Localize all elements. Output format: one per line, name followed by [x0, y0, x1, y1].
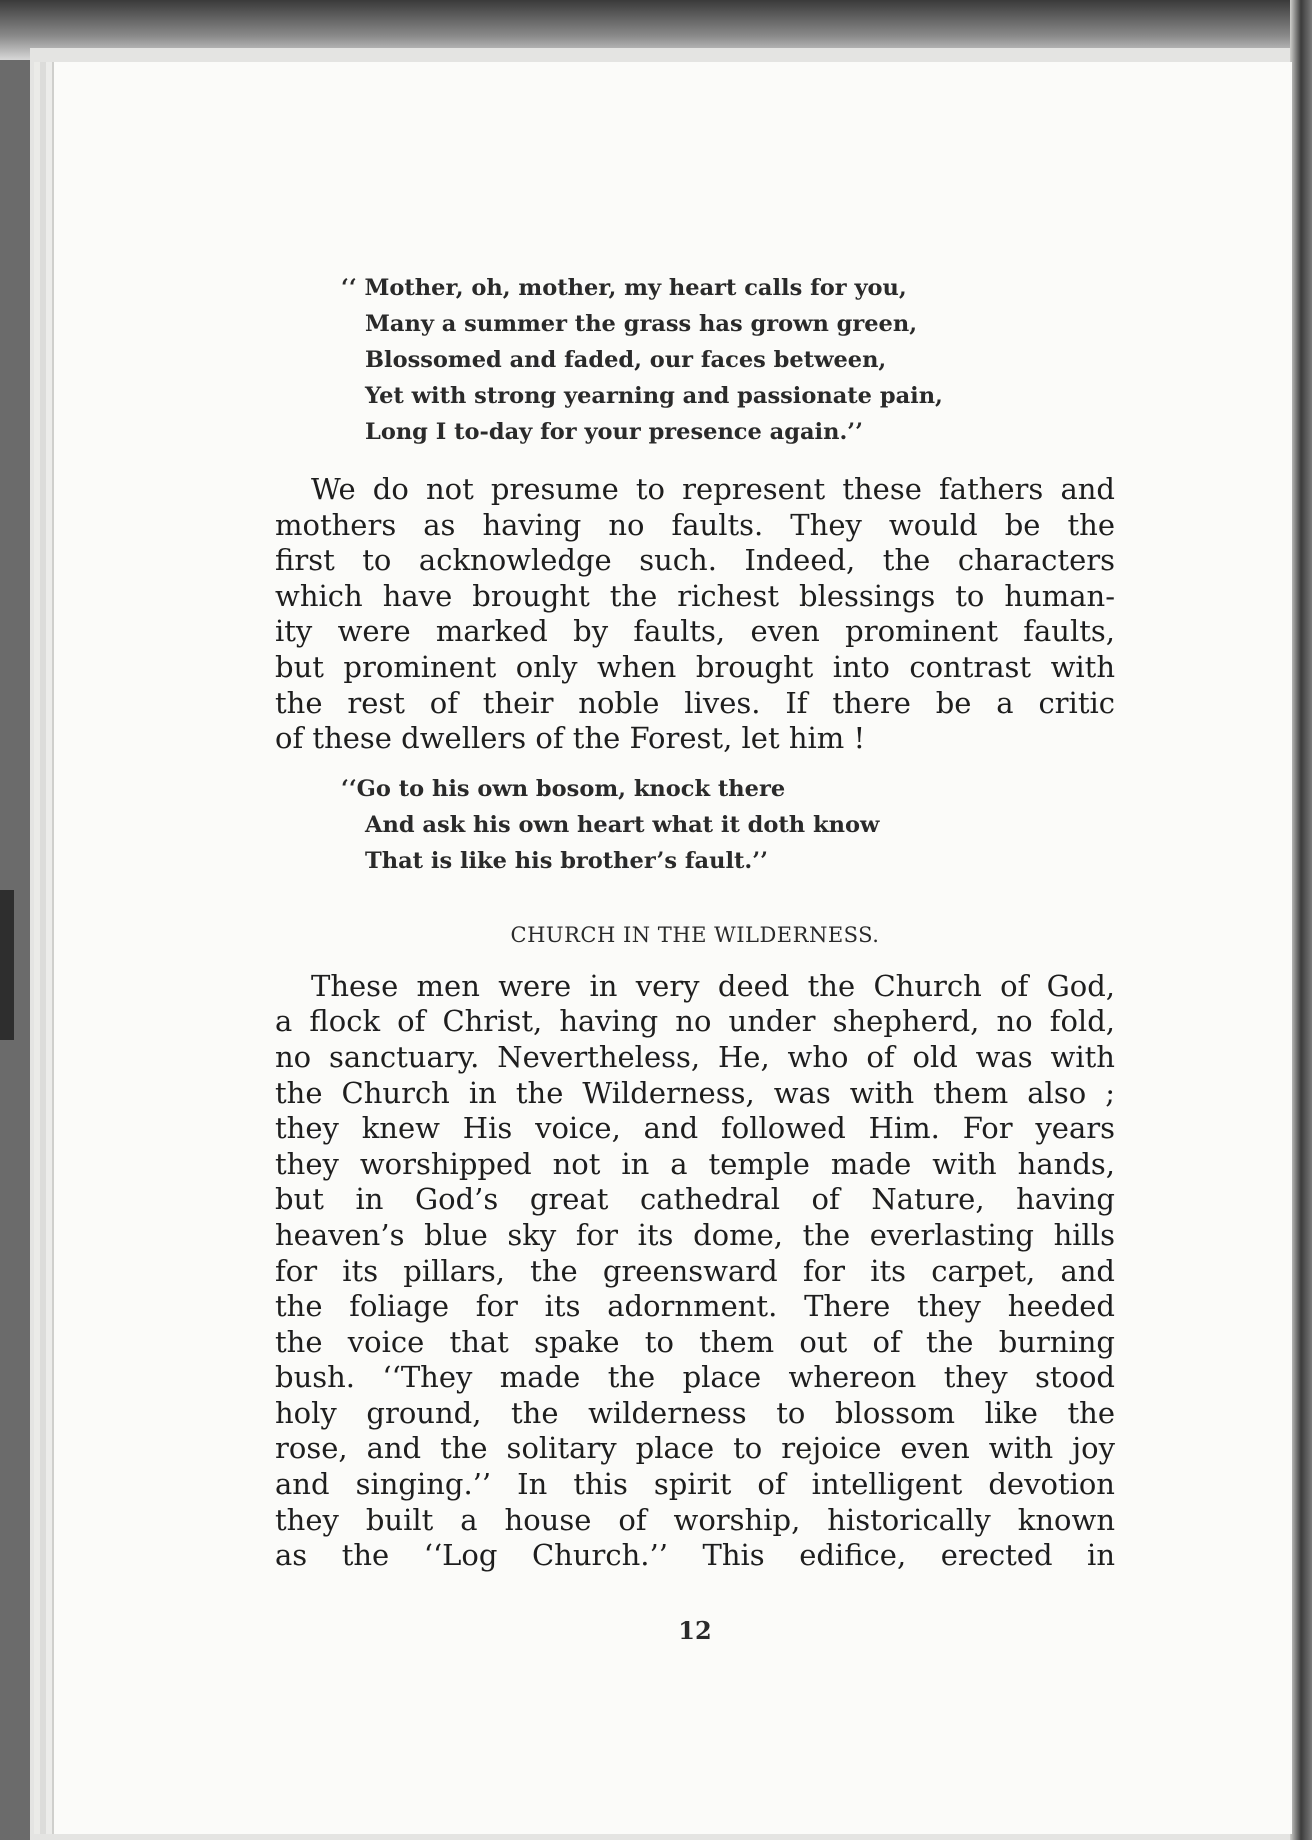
verse-bosom	[341, 771, 1115, 879]
text-line: mothers as having no faults. They would be the	[275, 507, 1115, 542]
page-number: 12	[678, 1616, 712, 1645]
text-line: holy ground, the wilderness to blossom like the	[275, 1395, 1115, 1430]
text-line: heaven’s blue sky for its dome, the everlasting hills	[275, 1217, 1115, 1252]
verse-line: And ask his own heart what it doth know	[365, 811, 880, 838]
text-line: and singing.’’ In this spirit of intelligent devotion	[275, 1467, 1115, 1502]
text-line: the Church in the Wilderness, was with them also ;	[275, 1075, 1115, 1110]
text-line: first to acknowledge such. Indeed, the characters	[275, 543, 1115, 578]
text-line: the foliage for its adornment. There they heeded	[275, 1289, 1115, 1324]
text-line: as the ‘‘Log Church.’’ This edifice, erected in	[275, 1538, 1115, 1573]
text-line: the rest of their noble lives. If there be a critic	[275, 685, 1115, 720]
text-line: but in God’s great cathedral of Nature, having	[275, 1182, 1115, 1217]
text-line: no sanctuary. Nevertheless, He, who of old was with	[275, 1039, 1115, 1074]
text-line: which have brought the richest blessings to human-	[275, 578, 1115, 613]
verse-mother	[341, 270, 1115, 450]
text-line: We do not presume to represent these fathers and	[311, 472, 1115, 506]
text-line: but prominent only when brought into contrast with	[275, 649, 1115, 684]
verse-line: Many a summer the grass has grown green,	[365, 311, 918, 337]
text-line: a flock of Christ, having no under shepherd, no fold,	[275, 1004, 1115, 1039]
verse-line: ‘‘ Mother, oh, mother, my heart calls for you,	[341, 275, 907, 301]
text-line: for its pillars, the greensward for its carpet, and	[275, 1253, 1115, 1288]
text-line: rose, and the solitary place to rejoice even with joy	[275, 1431, 1115, 1466]
text-line: they knew His voice, and followed Him. For years	[275, 1111, 1115, 1146]
text-line: bush. ‘‘They made the place whereon they stood	[275, 1360, 1115, 1395]
text-line: the voice that spake to them out of the burning	[275, 1324, 1115, 1359]
verse-line: That is like his brother’s fault.’’	[365, 847, 768, 874]
text-line: These men were in very deed the Church of God,	[311, 968, 1115, 1003]
verse-line: ‘‘Go to his own bosom, knock there	[341, 775, 786, 802]
verse-line: Long I to-day for your presence again.’’	[365, 419, 863, 445]
verse-line: Blossomed and faded, our faces between,	[365, 347, 887, 373]
paragraph-church	[275, 969, 1115, 1574]
text-line: they built a house of worship, historically known	[275, 1502, 1115, 1537]
text-line: of these dwellers of the Forest, let him !	[275, 721, 866, 756]
paragraph-faults	[275, 472, 1115, 757]
section-heading: CHURCH IN THE WILDERNESS.	[510, 922, 880, 947]
scan-right-edge	[1290, 0, 1312, 1840]
page-content	[275, 270, 1115, 1574]
text-line: ity were marked by faults, even prominent faults,	[275, 614, 1115, 649]
verse-line: Yet with strong yearning and passionate pain,	[365, 383, 943, 409]
text-line: they worshipped not in a temple made with hands,	[275, 1146, 1115, 1181]
binding-mark	[0, 890, 14, 1040]
